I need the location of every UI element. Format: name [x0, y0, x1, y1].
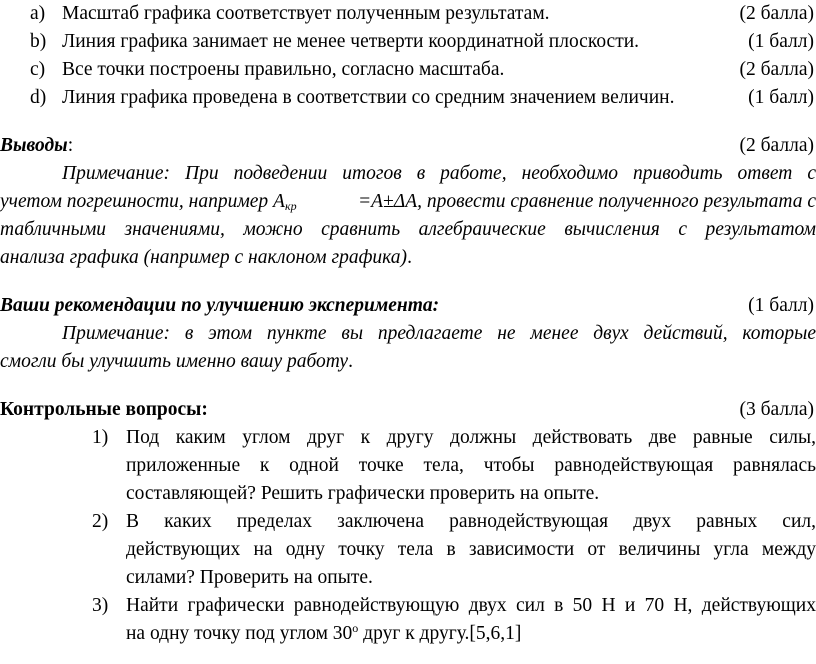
criteria-points: (1 балл)	[748, 31, 814, 52]
question-2-line-3: силами? Проверить на опыте.	[126, 567, 373, 588]
question-1-line-2: приложенные к одной точке тела, чтобы равнодействующая равнялась	[126, 455, 816, 476]
question-number: 3)	[92, 595, 109, 616]
criteria-text: Линия графика занимает не менее четверти координатной плоскости.	[62, 31, 640, 52]
recommendations-heading: Ваши рекомендации по улучшению эксперимента:	[0, 295, 440, 316]
conclusions-heading: Выводы:	[0, 135, 74, 156]
criteria-points: (1 балл)	[748, 87, 814, 108]
conclusions-points: (2 балла)	[739, 135, 814, 156]
recommendations-note-line-2: смогли бы улучшить именно вашу работу.	[0, 351, 353, 372]
question-3-line-2: на одну точку под углом 30$^o$ друг к другу.[5,6,1]	[126, 621, 522, 644]
question-1-line-3: составляющей? Решить графически проверить на опыте.	[126, 483, 600, 504]
conclusions-note-line-3: табличными значениями, можно сравнить алгебраические вычисления с результатом	[0, 219, 816, 240]
conclusions-note-line-2: учетом погрешности, например $А_{кр}$ =А±ΔА, провести сравнение полученного результата с	[0, 191, 816, 213]
criteria-item-b	[0, 28, 816, 56]
criteria-item-d	[0, 84, 816, 112]
criteria-marker: d)	[30, 87, 47, 108]
questions-heading-row	[0, 396, 816, 424]
conclusions-note-line-1: Примечание: При подведении итогов в работе, необходимо приводить ответ с	[62, 163, 816, 184]
questions-points: (3 балла)	[739, 399, 814, 420]
recommendations-heading-row	[0, 292, 816, 320]
criteria-item-c	[0, 56, 816, 84]
question-3-line-1: 3) Найти графически равнодействующую двух сил в 50 Н и 70 Н, действующих	[0, 592, 816, 620]
recommendations-points: (1 балл)	[748, 295, 814, 316]
criteria-marker: b)	[30, 31, 47, 52]
conclusions-note-line-4: анализа графика (например с наклоном графика).	[0, 247, 412, 268]
questions-heading: Контрольные вопросы:	[0, 399, 208, 420]
criteria-points: (2 балла)	[739, 59, 814, 80]
question-number: 1)	[92, 427, 109, 448]
criteria-marker: a)	[30, 3, 46, 24]
question-1-line-1: 1) Под каким углом друг к другу должны действовать две равные силы,	[0, 424, 816, 452]
criteria-text: Все точки построены правильно, согласно масштаба.	[62, 59, 505, 80]
criteria-text: Линия графика проведена в соответствии со средним значением величин.	[62, 87, 675, 108]
degree-mark: o	[352, 621, 359, 635]
criteria-points: (2 балла)	[739, 3, 814, 24]
conclusions-heading-row	[0, 132, 816, 160]
criteria-marker: c)	[30, 59, 46, 80]
criteria-item-a	[0, 0, 816, 28]
recommendations-note-line-1: Примечание: в этом пункте вы предлагаете не менее двух действий, которые	[62, 323, 816, 344]
question-number: 2)	[92, 511, 109, 532]
criteria-text: Масштаб графика соответствует полученным результатам.	[62, 3, 550, 24]
question-2-line-1: 2) В каких пределах заключена равнодействующая двух равных сил,	[0, 508, 816, 536]
question-2-line-2: действующих на одну точку тела в зависимости от величины угла между	[126, 539, 816, 560]
